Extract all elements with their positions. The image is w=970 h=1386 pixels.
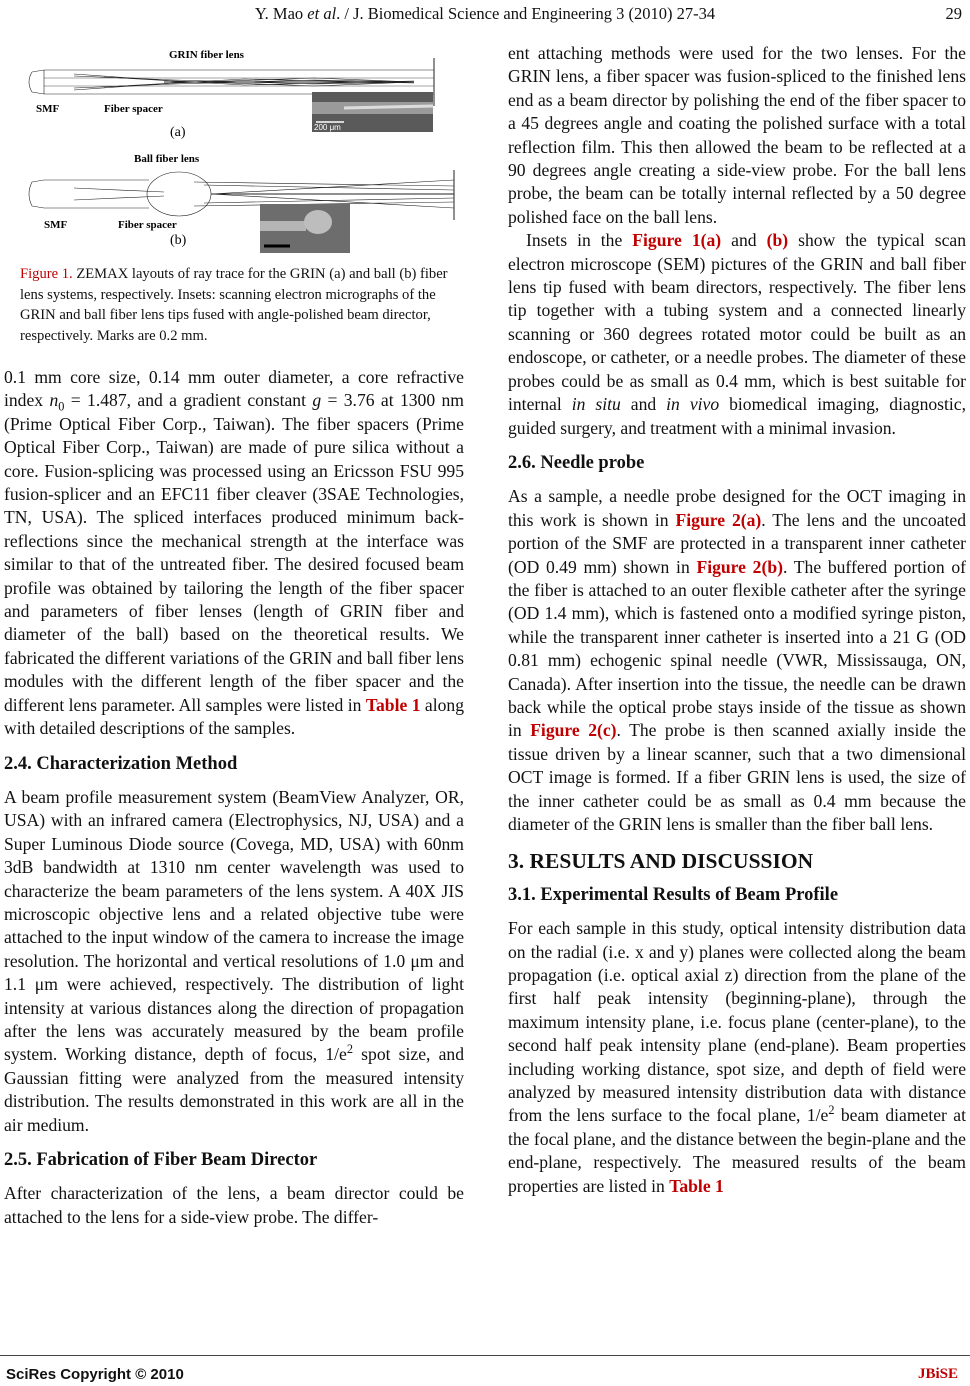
ball-ray-bundle: [29, 170, 454, 220]
smf-label-b: SMF: [44, 219, 68, 231]
fiber-spacer-label-b: Fiber spacer: [118, 219, 177, 231]
caption-figure-ref: Figure 1.: [20, 266, 73, 282]
fiber-spacer-label-a: Fiber spacer: [104, 103, 163, 115]
subfigure-label-b: (b): [170, 233, 187, 248]
text-run: = 3.76 at 1300 nm (Prime Optical Fiber Corp., Taiwan). The fiber spacers (Prime Optical Fiber Corp., Taiwan) are made of pure silica without a core. Fusion-splicing was processed using an Ericsson FSU 995 fusion-splicer and an EFC11 fiber cleaver (3SAE Technologies, TN, USA). The spliced interfaces produced minimum back-reflections since the mechanical strength at the interface was similar to that of the untreated fiber. The desired focused beam profile was obtained by tailoring the length of the fiber spacer and parameters of fiber lenses (length of GRIN fiber and diameter of the ball) based on the theoretical results. We fabricated the different variations of the GRIN and ball fiber lens modules with the different length of the fiber spacer and the different lens parameter. All samples were listed in: [4, 390, 464, 715]
footer-rule: [0, 1355, 970, 1356]
figure-ref[interactable]: Figure 2(b): [696, 556, 783, 577]
figure-ref[interactable]: Figure 1(a): [632, 230, 722, 251]
section-heading-2-4: 2.4. Characterization Method: [4, 753, 238, 774]
italic-term: in situ: [571, 394, 621, 415]
running-header: [0, 4, 970, 24]
text-run: 0.1 mm core size, 0.14 mm outer diameter, a core refractive index: [4, 367, 464, 411]
left-paragraph-1: [4, 366, 464, 741]
text-run: . The lens and the uncoated portion of the SMF are protected in a transparent inner catheter (OD 0.49 mm) shown in: [508, 509, 967, 577]
text-run: For each sample in this study, optical intensity distribution data on the radial (i.e. x and y) planes were collected along the beam propagation (i.e. optical axial z) direction from the plane of the first half peak intensity (beginning-plane), through the maximum intensity plane, i.e. focus plane (center-plane), to the second half peak intensity plane (end-plane). Beam properties including working distance, spot size, and depth of field were analyzed by measured intensity distribution data with distance from the lens surface to the focal plane, 1/e: [508, 918, 966, 1126]
subscript: 0: [58, 399, 65, 414]
figure-caption: [20, 264, 452, 346]
section-heading-3: 3. RESULTS AND DISCUSSION: [508, 849, 814, 874]
right-paragraph-3: [508, 485, 966, 836]
right-paragraph-4: [508, 917, 966, 1198]
running-title-etal: et al: [307, 4, 337, 23]
text-run: and: [620, 394, 667, 415]
page-number: 29: [945, 4, 962, 23]
subfigure-label-a: (a): [170, 125, 186, 140]
text-run: A beam profile measurement system (BeamView Analyzer, OR, USA) with an infrared camera (Electrophysics, NJ, USA) and a Super Luminous Diode source (Covega, MD, USA) with 60nm 3dB bandwidth at 1310 nm center wavelength was used to characterize the beam parameters of the lens system. A 40X JIS microscopic objective lens and a related objective tube were attached to the input window of the camera to increase the image resolution. The horizontal and vertical resolutions of 1.0 μm and 1.1 μm were achieved, respectively. The distribution of light intensity at various distances along the direction of propagation after the lens was accurately measured by the beam profile system. Working distance, depth of focus, 1/e: [4, 786, 464, 1065]
grin-fiber-lens-label: GRIN fiber lens: [169, 49, 244, 61]
text-run: show the typical scan electron microscope (SEM) pictures of the GRIN and ball fiber lens tip fused with beam directors, respectively. The fiber lens tip together with a tubing system and a connected linearly scanning or 360 degrees rotated motor could be built as an endoscope, or catheter, or a needle probes. The diameter of these probes could be as small as 0.4 mm, which is best suitable for internal: [508, 230, 966, 415]
superscript: 2: [346, 1042, 354, 1057]
running-title-post: . / J. Biomedical Science and Engineering 3 (2010) 27-34: [336, 4, 716, 23]
figure-ref[interactable]: Figure 2(a): [675, 509, 762, 530]
text-run: beam diameter at the focal plane, and the distance between the begin-plane and the end-plane, respectively. The measured results of the beam properties are listed in: [508, 1105, 966, 1196]
text-run: biomedical imaging, diagnostic, guided surgery, and treatment with a minimal invasion.: [508, 394, 967, 438]
symbol-g: g: [312, 390, 322, 411]
figure-ref[interactable]: Figure 2(c): [530, 720, 617, 741]
section-heading-3-1: 3.1. Experimental Results of Beam Profile: [508, 884, 839, 905]
table-ref[interactable]: Table 1: [365, 694, 421, 715]
footer-journal: JBiSE: [917, 1366, 958, 1382]
symbol-n: n: [49, 390, 59, 411]
right-column: [508, 42, 966, 1198]
smf-label-a: SMF: [36, 103, 60, 115]
text-run: . The buffered portion of the fiber is attached to an outer flexible catheter after the syringe (OD 1.4 mm), which is fastened onto a modified syringe piston, while the transparent inner catheter is inserted into a 21 G (OD 0.81 mm) echogenic spinal needle (VWR, Mississauga, ON, Canada). After insertion into the tissue, the needle can be drawn back while the optical probe stays inside of the tissue as shown in: [508, 556, 966, 741]
scale-label-a: 200 μm: [314, 123, 341, 132]
ball-fiber-lens-label: Ball fiber lens: [134, 153, 200, 165]
figure-ref[interactable]: (b): [766, 230, 789, 251]
right-paragraph-2: [508, 229, 966, 440]
left-paragraph-3: After characterization of the lens, a beam director could be attached to the lens for a side-view probe. The differ-: [4, 1183, 464, 1227]
table-ref[interactable]: Table 1: [669, 1175, 724, 1196]
sem-inset-b: [260, 204, 350, 253]
text-run: As a sample, a needle probe designed for the OCT imaging in this work is shown in: [508, 486, 966, 530]
sem-inset-a: [312, 92, 433, 132]
text-run: spot size, and Gaussian fitting were analyzed from the measured intensity distribution. The results demonstrated in this work are all in the air medium.: [4, 1044, 464, 1135]
text-run: . The probe is then scanned axially inside the tissue driven by a linear scanner, such that a two dimensional OCT image is formed. If a fiber GRIN lens is used, the size of the inner catheter could be as small as 0.4 mm because the diameter of the GRIN lens is smaller than the fiber ball lens.: [508, 720, 966, 834]
italic-term: in vivo: [666, 394, 720, 415]
text-run: = 1.487, and a gradient constant: [64, 390, 313, 411]
superscript: 2: [828, 1103, 835, 1118]
section-heading-2-6: 2.6. Needle probe: [508, 452, 645, 473]
text-run: Insets in the: [526, 230, 633, 251]
left-paragraph-2: [4, 786, 464, 1137]
right-paragraph-1: ent attaching methods were used for the two lenses. For the GRIN lens, a fiber spacer was fusion-spliced to the finished lens end as a beam director by polishing the end of the fiber spacer to a 45 degrees angle and coating the polished surface with a total reflection film. This then allowed the beam to be reflected at a 90 degrees angle creating a side-view probe. For the ball lens probe, the beam can be totally internal reflected by a 50 degree polished face on the ball lens.: [508, 43, 966, 227]
text-run: and: [721, 230, 767, 251]
ray-trace-diagram: [14, 40, 464, 265]
section-heading-2-5: 2.5. Fabrication of Fiber Beam Director: [4, 1150, 318, 1170]
text-run: along with detailed descriptions of the samples.: [4, 694, 465, 739]
running-title-pre: Y. Mao: [254, 4, 308, 23]
caption-text: ZEMAX layouts of ray trace for the GRIN (a) and ball (b) fiber lens systems, respectively. Insets: scanning electron micrographs of the GRIN and ball fiber lens tips fused with angle-polished beam director, respectively. Marks are 0.2 mm.: [20, 266, 448, 344]
footer-copyright: SciRes Copyright © 2010: [6, 1366, 184, 1383]
left-column: [4, 366, 464, 1229]
